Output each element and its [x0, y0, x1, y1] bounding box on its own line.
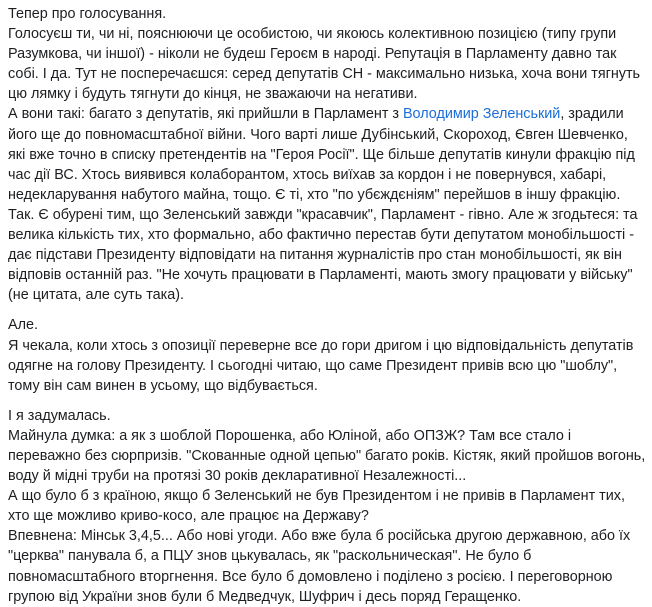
post-text-run: А вони такі: багато з депутатів, які прийшли в Парламент з — [8, 106, 403, 123]
post-text-run: Але. — [8, 317, 38, 334]
post-text-run: І я задумалась. — [8, 407, 111, 424]
post-paragraph — [8, 315, 646, 335]
post-paragraph — [8, 406, 646, 426]
post-paragraph — [8, 24, 646, 104]
post-paragraph — [8, 526, 646, 606]
post-paragraph — [8, 4, 646, 24]
mention-volodymyr-zelenskyy[interactable]: Володимир Зеленський — [402, 106, 561, 123]
post-paragraph — [8, 336, 646, 396]
post-paragraph — [8, 486, 646, 526]
post-text-run: Я чекала, коли хтось з опозиції переверне все до гори дригом і цю відповідальність депутатів одягне на голову Президенту. І сьогодні читаю, що саме Президент привів всю цю "шоблу", тому він сам винен в усьому, що відбувається. — [8, 337, 634, 394]
post-text-run: Так. Є обурені тим, що Зеленський завжди "красавчик", Парламент - гівно. Але ж згодьтеся: та велика кількість тих, хто формально, або фактично перестав бути депутатом монобільшості - дає підстави Президенту відповідати на питання журналістів про стан монобільшості, як він відповів останній раз. "Не хочуть працювати в Парламенті, мають змогу працювати у війську" (не цитата, але суть така). — [8, 206, 638, 304]
post-paragraph — [8, 205, 646, 305]
post-text-run: Голосуєш ти, чи ні, пояснюючи це особистою, чи якоюсь колективною позицією (типу групи Разумкова, чи іншої) - ніколи не будеш Героєм в народі. Репутація в Парламенту давно так собі. І да. Тут не посперечаєшся: серед депутатів СН - максимально низька, хоча вони тягнуть цю лямку і будуть тягнути до кінця, не зважаючи на негативи. — [8, 26, 641, 103]
post-text-run: Тепер про голосування. — [8, 6, 167, 22]
post-text-body — [8, 4, 646, 607]
post-text-run: , зрадили його ще до повномасштабної війни. Чого варті лише Дубінський, Скороход, Євген Шевченко, які вже точно в списку претендентів на "Героя Росії". Ще більше депутатів кинули фракцію під час дії ВС. Хтось виявився колаборантом, хтось виїхав за кордон і не повернувся, хабарі, недекларування набутого майна, тощо. Є ті, хто "по убєждєніям" перейшов в іншу фракцію. — [8, 106, 635, 203]
post-paragraph — [8, 426, 646, 486]
post-paragraph — [8, 104, 646, 204]
post-text-run: Майнула думка: а як з шоблой Порошенка, або Юліной, або ОПЗЖ? Там все стало і переважно без сюрпризів. "Скованные одной цепью" багато років. Кістяк, який пройшов вогонь, воду й мідні труби на протязі 30 років декларативної Незалежності... — [8, 427, 646, 485]
post-text-run: А що було б з країною, якщо б Зеленський не був Президентом і не привів в Парламент тих, хто ще можливо криво-косо, але працює на Державу? — [8, 488, 625, 525]
post-text-run: Впевнена: Мінськ 3,4,5... Або нові угоди. Або вже була б російська другою державною, або їх "церква" панувала б, а ПЦУ знов цькувалась, як "раскольническая". Не було б повномасштабного вторгнення. Все було б домовлено і поділено з росією. І переговорною групою від України знов були б Медведчук, Шуфрич і десь поряд Геращенко. — [8, 528, 631, 605]
